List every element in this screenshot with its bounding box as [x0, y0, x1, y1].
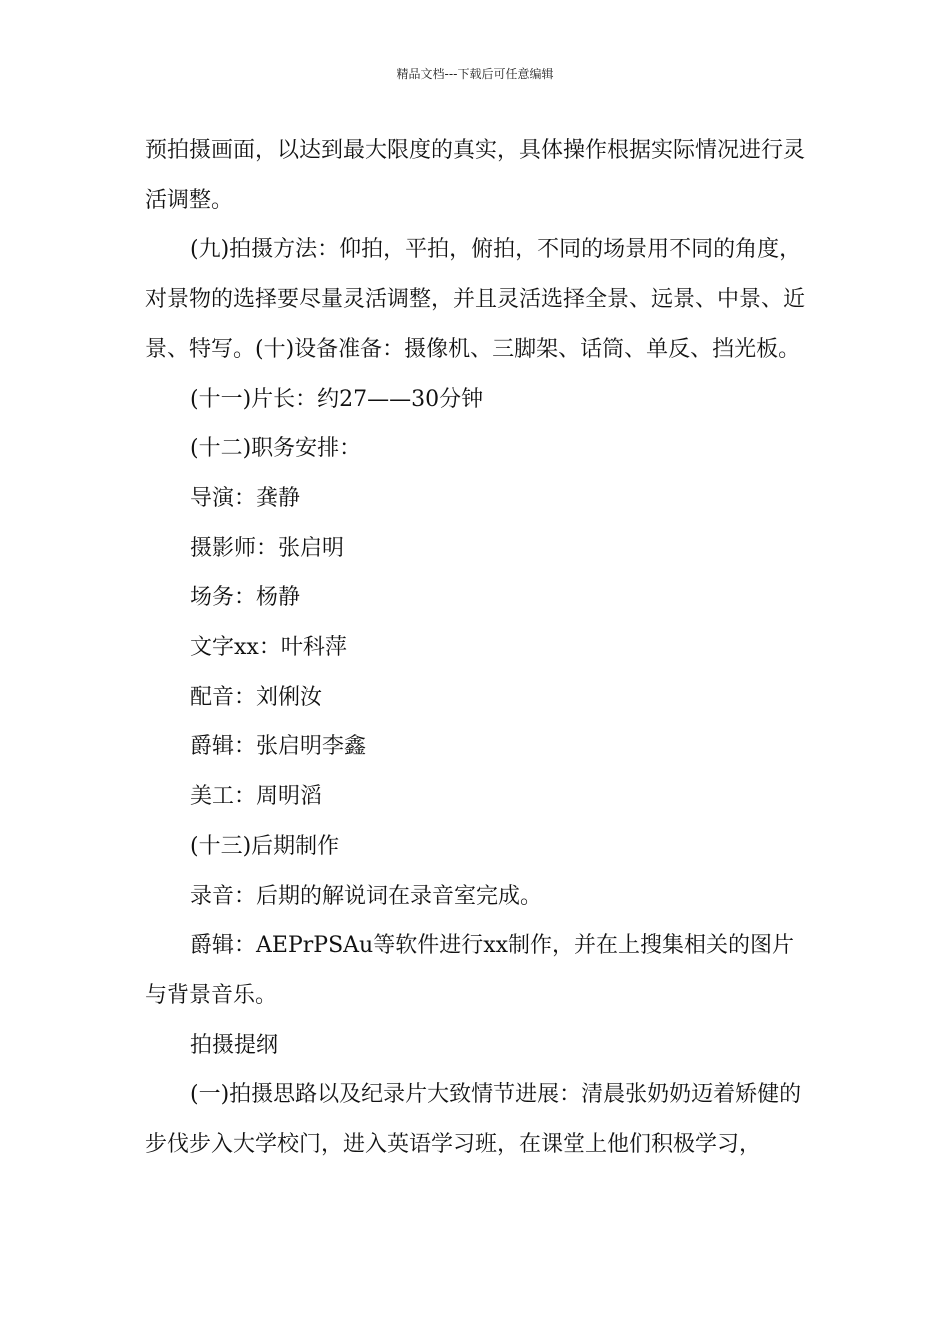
- paragraph-9: 配音：刘俐汝: [190, 684, 323, 710]
- paragraph-16: (一)拍摄思路以及纪录片大致情节进展：清晨张奶奶迈着矫健的步伐步入大学校门，进入英语学习班，在课堂上他们积极学习，: [145, 1082, 802, 1158]
- paragraph-5: 导演：龚静: [190, 485, 301, 511]
- paragraph-6: 摄影师：张启明: [190, 535, 345, 561]
- paragraph-7: 场务：杨静: [190, 585, 301, 611]
- paragraph-11: 美工：周明滔: [190, 784, 323, 810]
- paragraph-1: 预拍摄画面，以达到最大限度的真实，具体操作根据实际情况进行灵活调整。: [145, 138, 806, 213]
- document-body: [145, 126, 815, 1170]
- paragraph-15: 拍摄提纲: [190, 1032, 279, 1058]
- paragraph-3: (十一)片长：约27——30分钟: [190, 386, 484, 412]
- paragraph-4: (十二)职务安排：: [190, 436, 362, 462]
- paragraph-8: 文字xx：叶科萍: [190, 635, 347, 661]
- paragraph-12: (十三)后期制作: [190, 833, 340, 859]
- paragraph-13: 录音：后期的解说词在录音室完成。: [190, 883, 543, 909]
- paragraph-14: 爵辑：AEPrPSAu等软件进行xx制作，并在上搜集相关的图片与背景音乐。: [145, 933, 795, 1008]
- page-header: 精品文档---下载后可任意编辑: [396, 67, 554, 81]
- paragraph-2: (九)拍摄方法：仰拍，平拍，俯拍，不同的场景用不同的角度，对景物的选择要尽量灵活调整，并且灵活选择全景、远景、中景、近景、特写。(十)设备准备：摄像机、三脚架、话筒、单反、挡光板。: [145, 237, 806, 362]
- paragraph-10: 爵辑：张启明李鑫: [190, 734, 367, 760]
